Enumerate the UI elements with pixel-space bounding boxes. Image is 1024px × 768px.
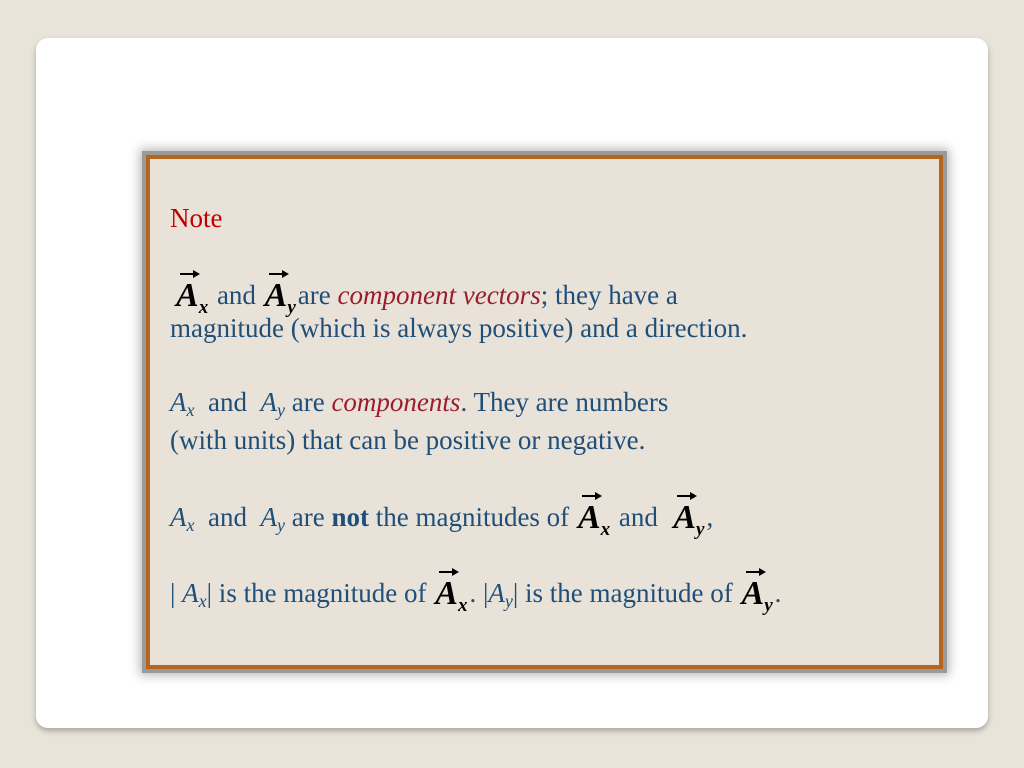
highlight-components: components (331, 387, 461, 417)
note-title: Note (170, 203, 223, 233)
vector-arrow-icon (438, 567, 460, 577)
vector-arrow-icon (745, 567, 767, 577)
vector-arrow-icon (179, 269, 201, 279)
note-line-4: (with units) that can be positive or negative. (170, 425, 646, 455)
note-line-6: | Ax| is the magnitude of $A_x$. |Ay| is the magnitude of $A_y$. (170, 569, 781, 611)
vector-arrow-icon (676, 491, 698, 501)
note-line-5: Ax and Ay are not the magnitudes of $A_x$ and $A_y$, (170, 493, 713, 535)
vector-ax-symbol: $A_x$ (176, 271, 208, 313)
vector-arrow-icon (268, 269, 290, 279)
note-line-1: $A_x$ and $A_yare$ component vectors; they have a (174, 271, 678, 313)
vector-ay-symbol: $A_y$ (742, 569, 773, 611)
vector-arrow-icon (581, 491, 603, 501)
emphasis-not: not (331, 502, 369, 532)
highlight-component-vectors: component vectors (337, 280, 541, 310)
vector-ax-symbol: $A_x$ (435, 569, 467, 611)
vector-ax-symbol: $A_x$ (578, 493, 610, 535)
note-box (146, 155, 943, 669)
note-line-2: magnitude (which is always positive) and a direction. (170, 313, 748, 343)
vector-ay-symbol: $A_y$ (673, 493, 704, 535)
vector-ay-symbol: $A_y$ (265, 271, 296, 313)
note-line-3: Ax and Ay are components. They are numbers (170, 387, 669, 420)
slide (36, 38, 988, 728)
